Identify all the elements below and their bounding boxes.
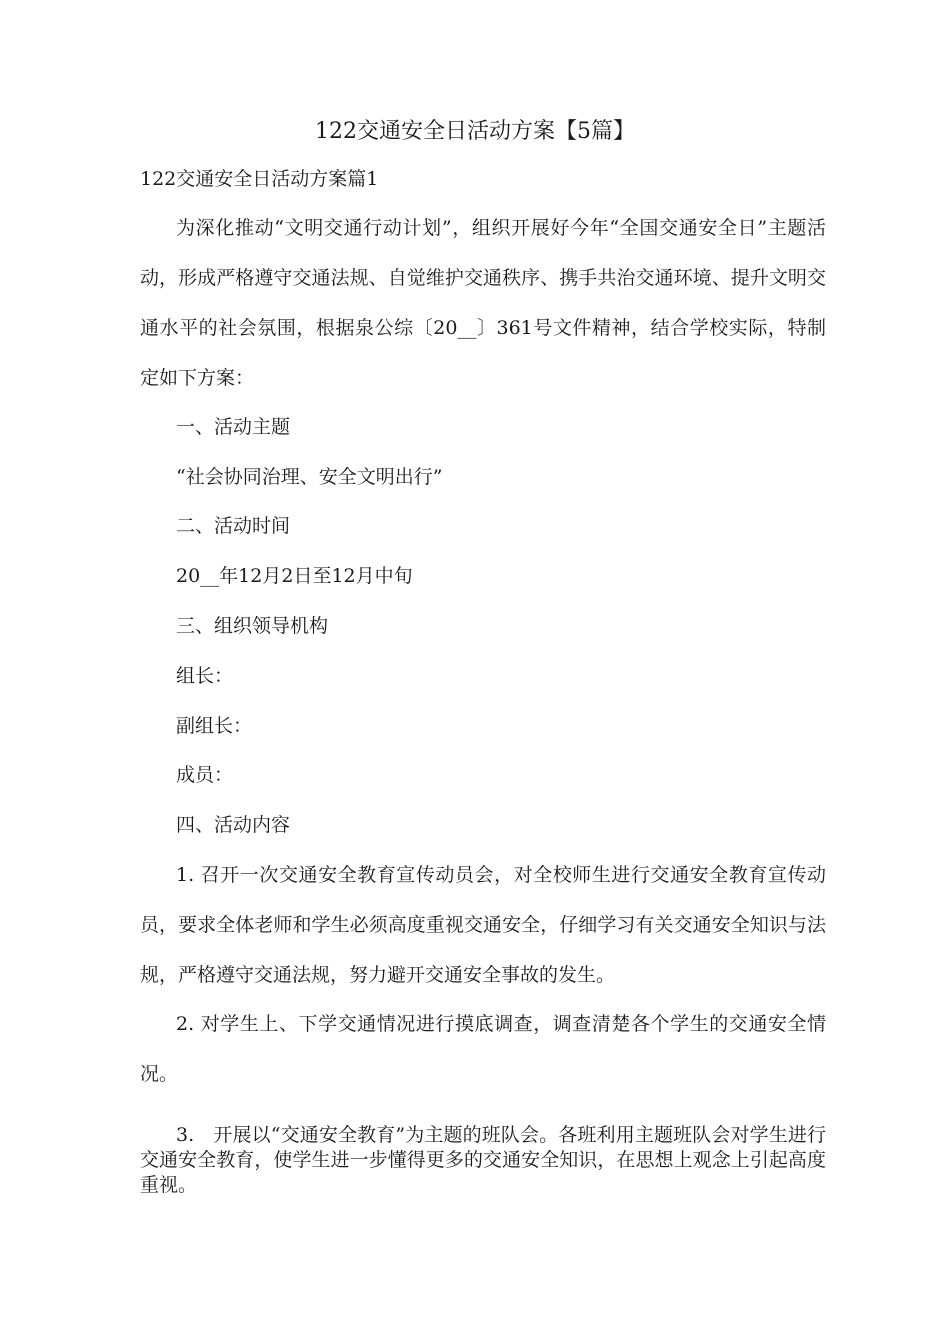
content-item-1: 1. 召开一次交通安全教育宣传动员会，对全校师生进行交通安全教育宣传动员，要求全体老师和学生必须高度重视交通安全，仔细学习有关交通安全知识与法规，严格遵守交通法规，努力避开交通安全事故的发生。	[140, 864, 826, 986]
heading-activity-theme: 一、活动主题	[176, 416, 291, 438]
heading-activity-time: 二、活动时间	[176, 515, 291, 537]
section-heading: 122交通安全日活动方案篇1	[140, 168, 379, 190]
members-line: 成员：	[176, 764, 234, 786]
heading-organization: 三、组织领导机构	[176, 615, 329, 637]
activity-theme-text: “社会协同治理、安全文明出行”	[176, 466, 443, 488]
heading-activity-content: 四、活动内容	[176, 814, 291, 836]
leader-line: 组长：	[176, 665, 234, 687]
activity-time-text: 20__年12月2日至12月中旬	[176, 565, 413, 587]
content-item-2: 2. 对学生上、下学交通情况进行摸底调查，调查清楚各个学生的交通安全情况。	[140, 1013, 826, 1085]
document-title: 122交通安全日活动方案【5篇】	[315, 119, 635, 144]
intro-paragraph: 为深化推动“文明交通行动计划”，组织开展好今年“全国交通安全日”主题活动，形成严格遵守交通法规、自觉维护交通秩序、携手共治交通环境、提升文明交通水平的社会氛围，根据泉公综〔20__〕361号文件精神，结合学校实际，特制定如下方案：	[140, 217, 826, 389]
deputy-leader-line: 副组长：	[176, 715, 253, 737]
content-item-3: 3. 开展以“交通安全教育”为主题的班队会。各班利用主题班队会对学生进行交通安全教育，使学生进一步懂得更多的交通安全知识，在思想上观念上引起高度重视。	[140, 1124, 826, 1196]
